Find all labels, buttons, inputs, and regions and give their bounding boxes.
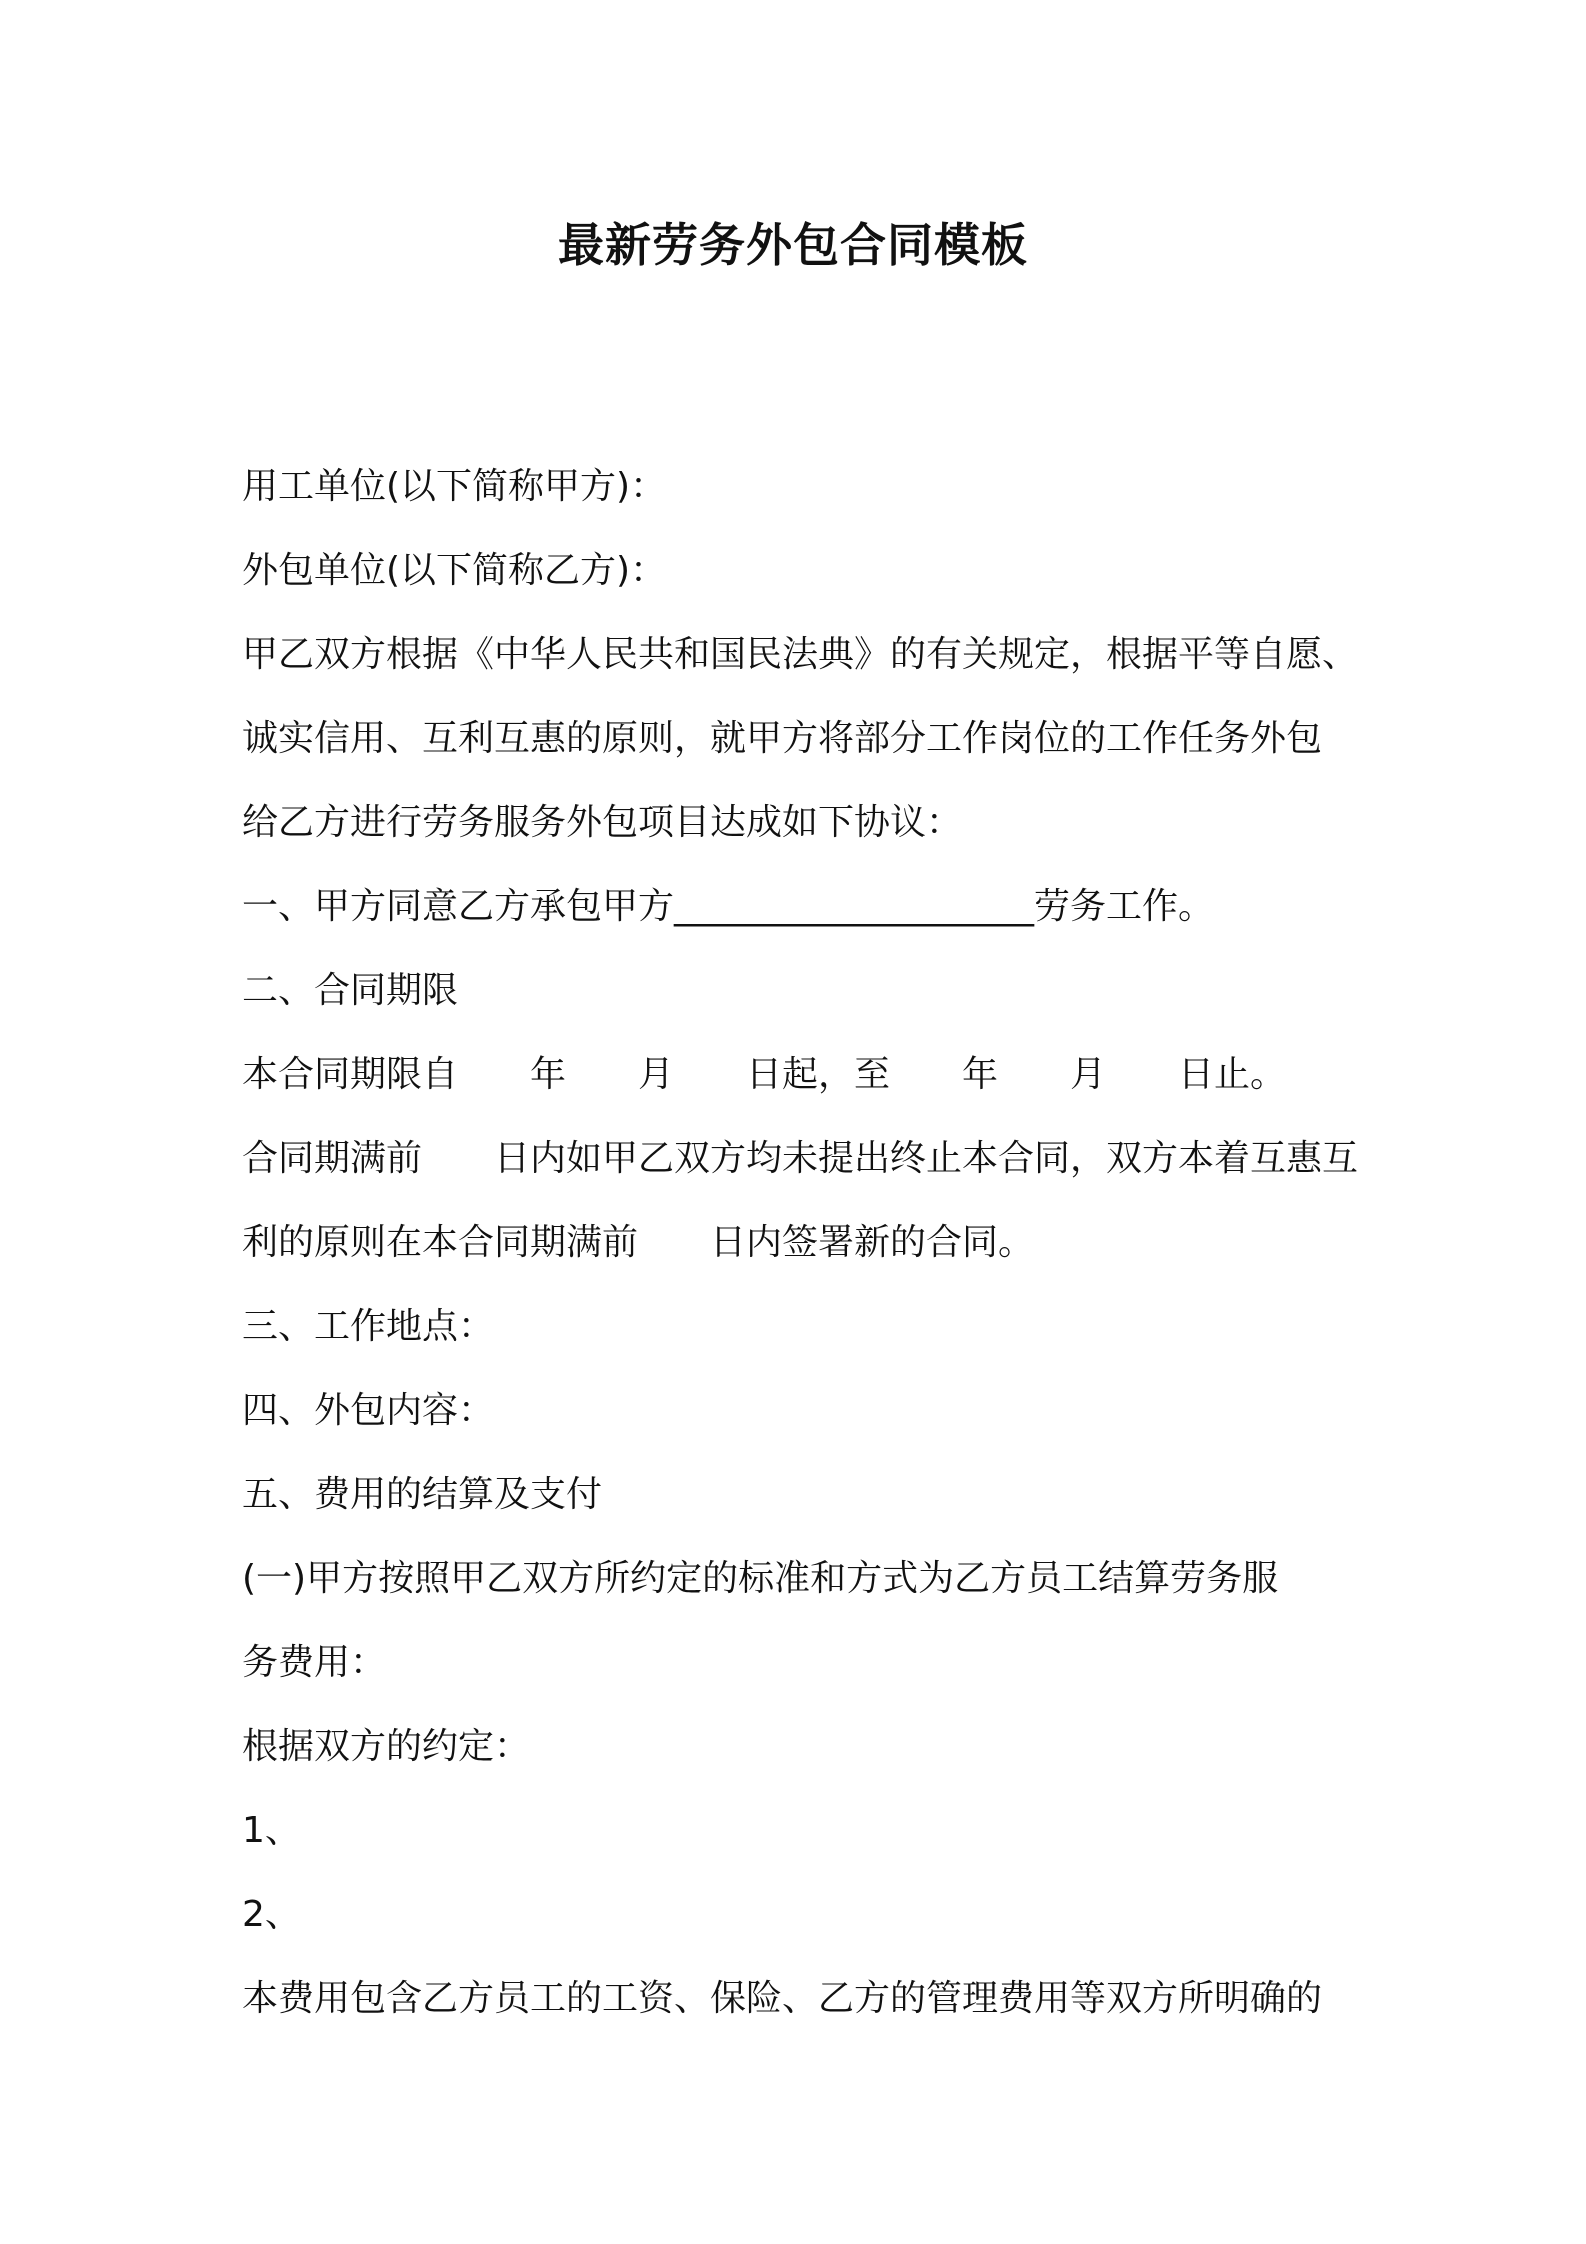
preamble-line-1: 甲乙双方根据《中华人民共和国民法典》的有关规定，根据平等自愿、 [242, 634, 1359, 675]
renewal-line-1: 合同期满前 日内如甲乙双方均未提出终止本合同，双方本着互惠互 [242, 1138, 1359, 1179]
clause-5-heading: 五、费用的结算及支付 [242, 1474, 603, 1515]
agreement-intro-line: 根据双方的约定： [242, 1726, 531, 1767]
clause-5-1-line-2: 务费用： [242, 1642, 387, 1683]
clause-3-heading: 三、工作地点： [242, 1306, 495, 1347]
clause-5-1-line-1: (一)甲方按照甲乙双方所约定的标准和方式为乙方员工结算劳务服 [242, 1558, 1279, 1599]
preamble-line-3: 给乙方进行劳务服务外包项目达成如下协议： [242, 802, 963, 843]
item-1-line: 1、 [242, 1810, 301, 1851]
clause-4-heading: 四、外包内容： [242, 1390, 495, 1431]
document-title: 最新劳务外包合同模板 [558, 218, 1028, 272]
clause-2-heading: 二、合同期限 [242, 970, 459, 1011]
party-a-line: 用工单位(以下简称甲方)： [242, 466, 667, 507]
fee-scope-line: 本费用包含乙方员工的工资、保险、乙方的管理费用等双方所明确的 [242, 1978, 1323, 2019]
preamble-line-2: 诚实信用、互利互惠的原则，就甲方将部分工作岗位的工作任务外包 [242, 718, 1323, 759]
item-2-line: 2、 [242, 1894, 301, 1935]
document-body [242, 445, 1362, 2041]
contract-term-line: 本合同期限自 年 月 日起，至 年 月 日止。 [242, 1054, 1287, 1095]
clause-1-line: 一、甲方同意乙方承包甲方____________________劳务工作。 [242, 886, 1215, 927]
renewal-line-2: 利的原则在本合同期满前 日内签署新的合同。 [242, 1222, 1035, 1263]
party-b-line: 外包单位(以下简称乙方)： [242, 550, 667, 591]
